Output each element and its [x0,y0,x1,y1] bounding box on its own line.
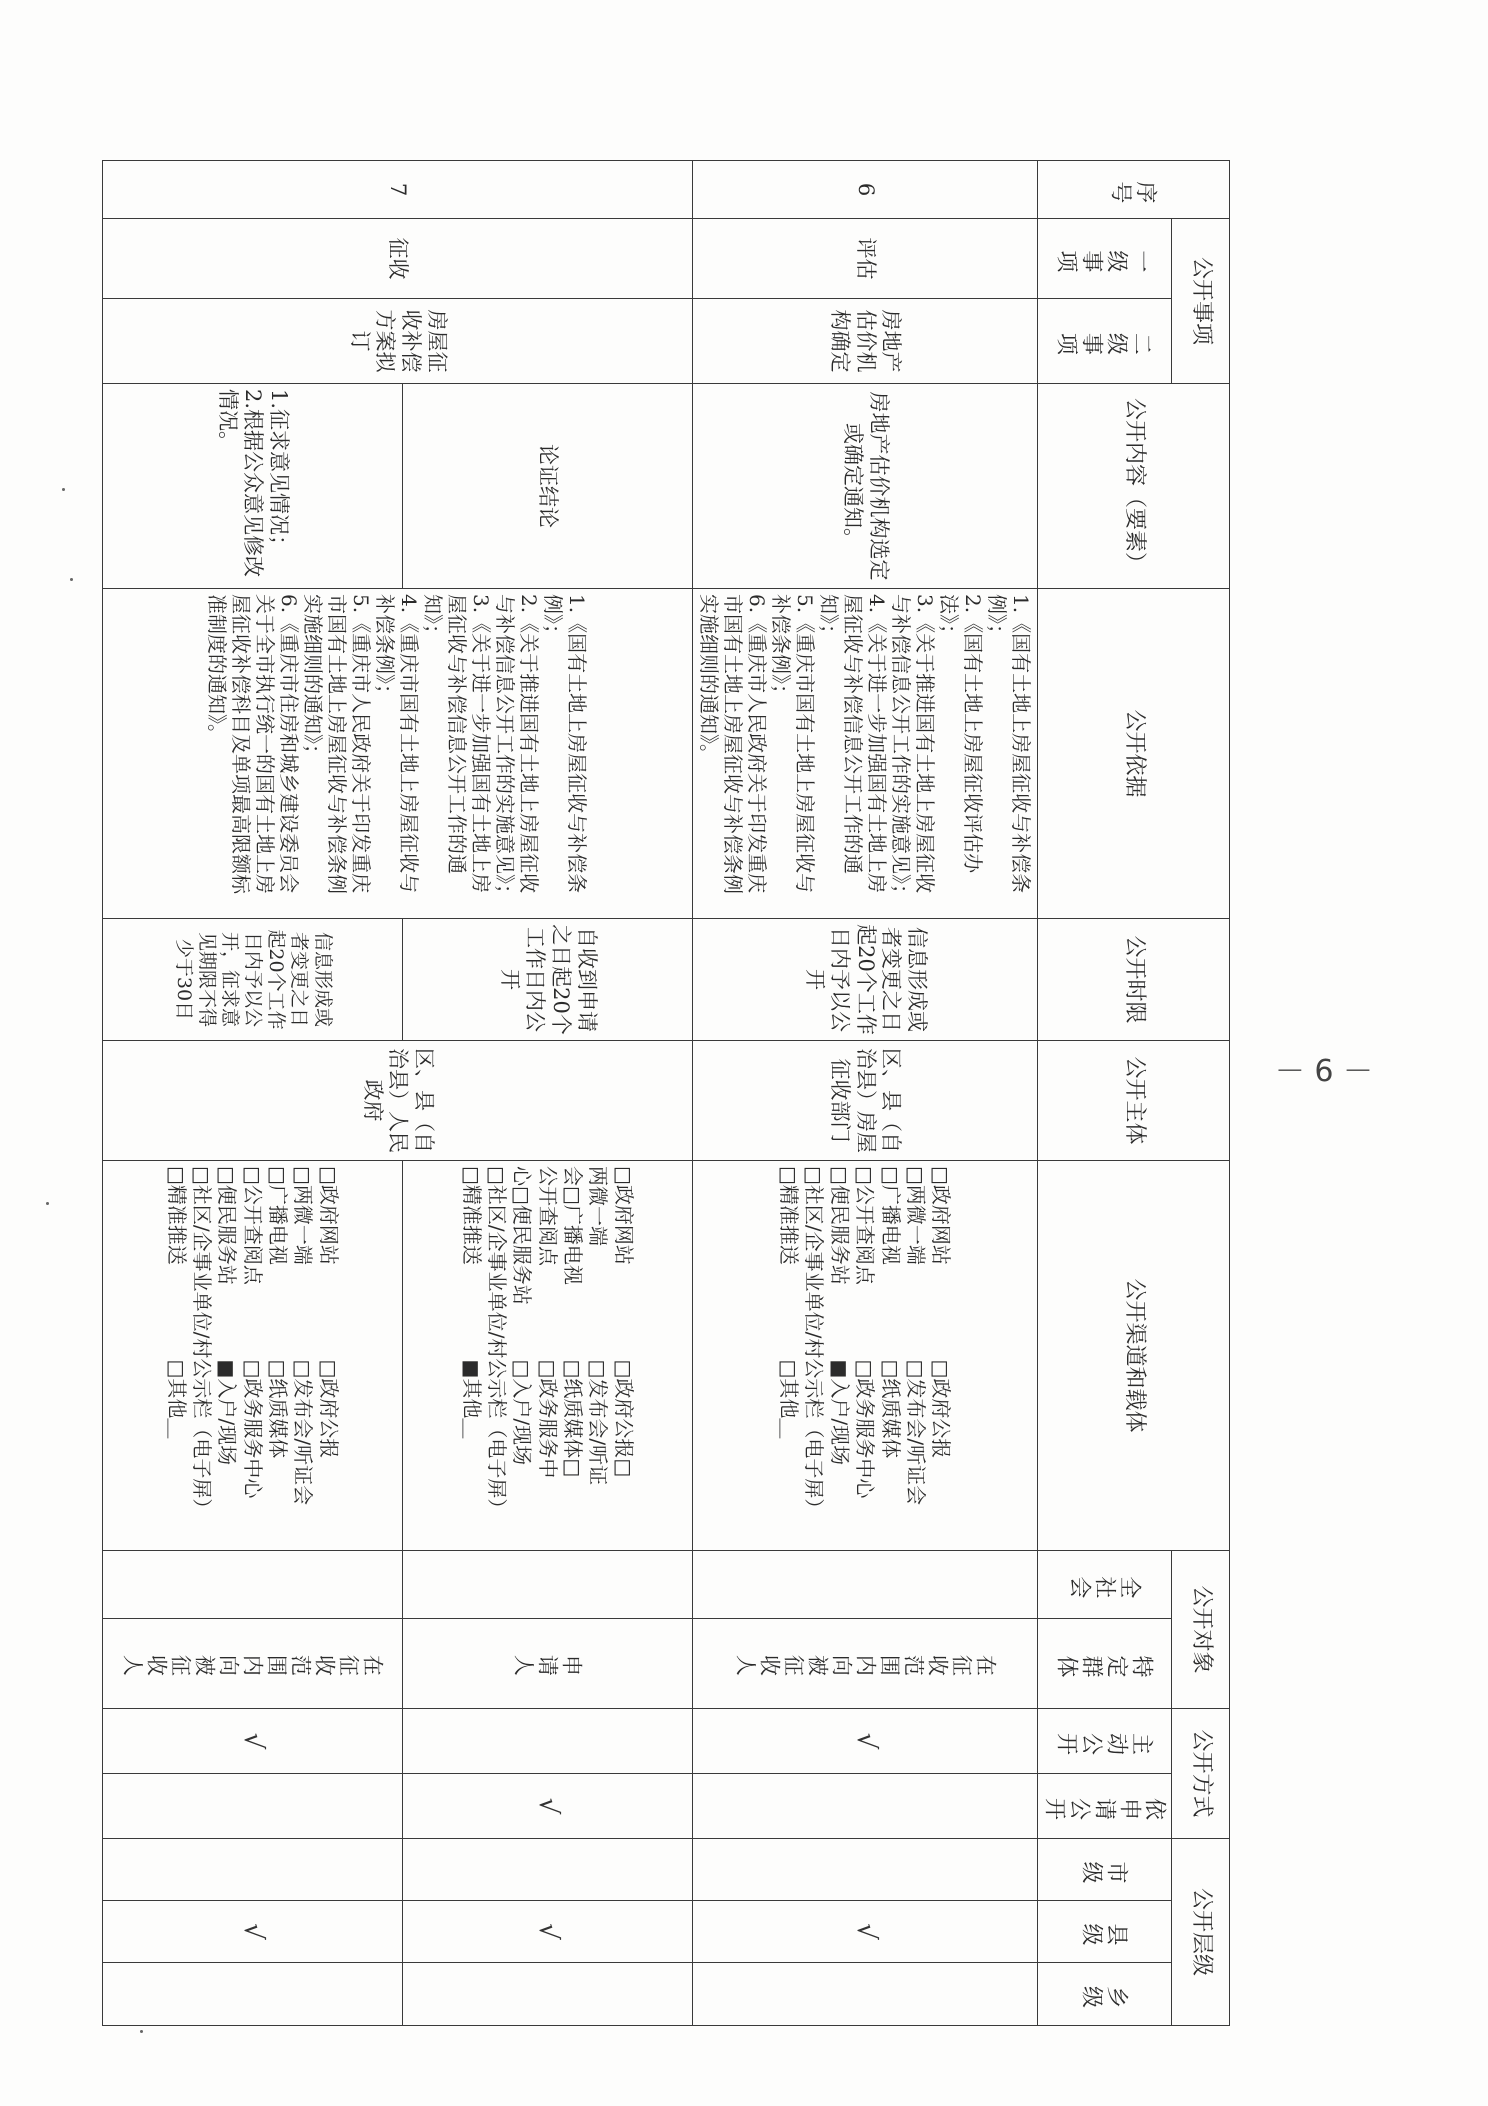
basis-item: 4.《重庆市国有土地上房屋征收与补偿条例》； [373,594,422,894]
channel-item: □公开查阅点 [240,1166,265,1285]
channel-item: □精准推送 [459,1166,484,1265]
basis-item: 5.《重庆市人民政府关于印发重庆市国有土地上房屋征收与补偿条例实施细则的通知》； [301,594,374,895]
page-number: － 9 － [1274,1051,1374,1086]
row-method-apply-check [103,1774,403,1839]
channel-item: □纸质媒体 [266,1359,291,1459]
channel-item: ■入户/现场 [827,1359,852,1466]
channel-item: 会□广播电视 [561,1166,586,1285]
row-object-all [403,1551,693,1619]
channel-item: □政府网站 [611,1166,636,1265]
row-method-apply-check [693,1774,1038,1839]
row-object-specific: 在征收范围内向被征收人 [693,1619,1038,1709]
row-level2: 房屋征收补偿方案拟订 [103,299,693,384]
scan-speck [46,1202,49,1205]
header-level1: 一级事项 [1038,219,1172,299]
row-basis [103,589,693,919]
channel-item: ■其他＿ [459,1359,484,1439]
row-level-town-check [693,1963,1038,2026]
header-level-group: 公开层级 [1172,1839,1230,2026]
row-time-limit: 信息形成或者变更之日起20个工作日内予以公开 [693,919,1038,1041]
channel-item: □发布会/听证 [586,1359,611,1486]
channel-item: □便民服务站 [827,1166,852,1285]
basis-list [206,594,590,913]
row-level2: 房地产估价机构确定 [693,299,1038,384]
header-row-1 [1172,161,1230,2026]
row-level-town-check [103,1963,403,2026]
channel-item: □纸质媒体□ [561,1359,586,1478]
channel-item: 心□便民服务站 [510,1166,535,1305]
channel-item: □入户/现场 [510,1359,535,1466]
row-level1: 征收 [103,219,693,299]
row-object-specific: 申请人 [403,1619,693,1709]
row-time-limit: 信息形成或者变更之日起20个工作日内予以公开，征求意见期限不得少于30日 [103,919,403,1041]
row-seq: 7 [103,161,693,219]
basis-item: 6.《重庆市人民政府关于印发重庆市国有土地上房屋征收与补偿条例实施细则的通知》。 [697,594,769,895]
row-content: 房地产估价机构选定或确定通知。 [693,384,1038,589]
row-object-specific: 在征收范围内向被征收人 [103,1619,403,1709]
row-method-apply-check: √ [403,1774,693,1839]
header-level2: 二级事项 [1038,299,1172,384]
row-subject: 区、县（自治县）房屋征收部门 [693,1041,1038,1161]
channel-item: □政府公报 [316,1359,341,1459]
row-method-active-check [403,1709,693,1774]
basis-item: 6.《重庆市住房和城乡建设委员会关于全市执行统一的国有土地上房屋征收补偿科目及单项最高限额标准制度的通知》。 [205,594,302,895]
scan-speck [140,2030,143,2033]
channel-item: □广播电视 [878,1166,903,1265]
rotated-table-container [120,160,1230,2008]
header-seq: 序号 [1038,161,1230,219]
channel-item: □广播电视 [266,1166,291,1265]
header-level-town: 乡级 [1038,1963,1172,2026]
header-time-limit: 公开时限 [1038,919,1230,1041]
row-level-county-check: √ [693,1901,1038,1963]
channel-item: □社区/企事业单位/村公示栏（电子屏） [484,1166,509,1519]
channel-item: □政务服务中心 [240,1359,265,1499]
basis-item: 3.《关于推进国有土地上房屋征收与补偿信息公开工作的实施意见》； [889,594,937,905]
basis-item: 4.《关于进一步加强国有土地上房屋征收与补偿信息公开工作的通知》； [817,594,889,894]
row-level-town-check [403,1963,693,2026]
header-subject: 公开主体 [1038,1041,1230,1161]
basis-item: 1.《国有土地上房屋征收与补偿条例》； [985,594,1033,894]
header-content: 公开内容（要素） [1038,384,1230,589]
table-row [403,161,693,2026]
row-level-county-check: √ [103,1901,403,1963]
channel-item: □政务服务中心 [853,1359,878,1499]
channel-item: □政府公报 [929,1359,954,1459]
basis-item: 5.《重庆市国有土地上房屋征收与补偿条例》； [769,594,817,894]
channel-item: 公开查阅点 [535,1166,560,1267]
channel-item: □社区/企事业单位/村公示栏（电子屏） [802,1166,827,1519]
channel-item: □发布会/听证会 [903,1359,928,1506]
basis-item: 2.《国有土地上房屋征收评估办法》； [937,594,985,874]
row-content: 论证结论 [403,384,693,589]
channel-item: □发布会/听证会 [291,1359,316,1506]
row-channels [693,1161,1038,1551]
row-seq: 6 [693,161,1038,219]
header-channel: 公开渠道和载体 [1038,1161,1230,1551]
scan-speck [62,488,65,491]
row-level-county-check: √ [403,1901,693,1963]
header-level-city: 市级 [1038,1839,1172,1901]
channel-item: □纸质媒体 [878,1359,903,1459]
header-method-group: 公开方式 [1172,1709,1230,1839]
header-matter-group: 公开事项 [1172,219,1230,384]
channel-item: 两微一端 [586,1166,611,1247]
channel-item: □其他＿ [777,1359,802,1439]
channel-item: □便民服务站 [215,1166,240,1285]
row-level1: 评估 [693,219,1038,299]
channel-item: □两微一端 [291,1166,316,1265]
channel-list [459,1166,636,1545]
channel-item: □公开查阅点 [853,1166,878,1285]
channel-item: □政府网站 [929,1166,954,1265]
row-content: 1.征求意见情况； 2.根据公众意见修改情况。 [103,384,403,589]
scan-speck [70,578,73,581]
basis-item: 2.《关于推进国有土地上房屋征收与补偿信息公开工作的实施意见》； [493,594,542,905]
header-object-group: 公开对象 [1172,1551,1230,1709]
row-object-all [693,1551,1038,1619]
channel-item: □政务服务中 [535,1359,560,1479]
row-object-all [103,1551,403,1619]
row-method-active-check: √ [693,1709,1038,1774]
header-object-specific: 特定群体 [1038,1619,1172,1709]
channel-item: □政府公报□ [611,1359,636,1478]
channel-item: □精准推送 [164,1166,189,1265]
header-object-all: 全社会 [1038,1551,1172,1619]
channel-item: ■入户/现场 [215,1359,240,1466]
row-channels [103,1161,403,1551]
row-time-limit: 自收到申请之日起20个工作日内公开 [403,919,693,1041]
row-basis [693,589,1038,919]
basis-item: 1.《国有土地上房屋征收与补偿条例》； [541,594,590,894]
row-level-city-check [403,1839,693,1901]
table-row [693,161,1038,2026]
channel-item: □政府网站 [316,1166,341,1265]
row-subject: 区、县（自治县）人民政府 [103,1041,693,1161]
header-basis: 公开依据 [1038,589,1230,919]
channel-list [777,1166,954,1545]
header-method-apply: 依申请公开 [1038,1774,1172,1839]
basis-item: 3.《关于进一步加强国有土地上房屋征收与补偿信息公开工作的通知》； [421,594,494,894]
header-level-county: 县级 [1038,1901,1172,1963]
row-channels [403,1161,693,1551]
disclosure-table [102,160,1230,2026]
channel-item: □两微一端 [903,1166,928,1265]
basis-list [697,594,1033,913]
channel-item: □社区/企事业单位/村公示栏（电子屏） [189,1166,214,1519]
row-method-active-check: √ [103,1709,403,1774]
channel-list [164,1166,341,1545]
channel-item: □精准推送 [777,1166,802,1265]
row-level-city-check [103,1839,403,1901]
header-method-active: 主动公开 [1038,1709,1172,1774]
row-level-city-check [693,1839,1038,1901]
channel-item: □其他＿ [164,1359,189,1439]
